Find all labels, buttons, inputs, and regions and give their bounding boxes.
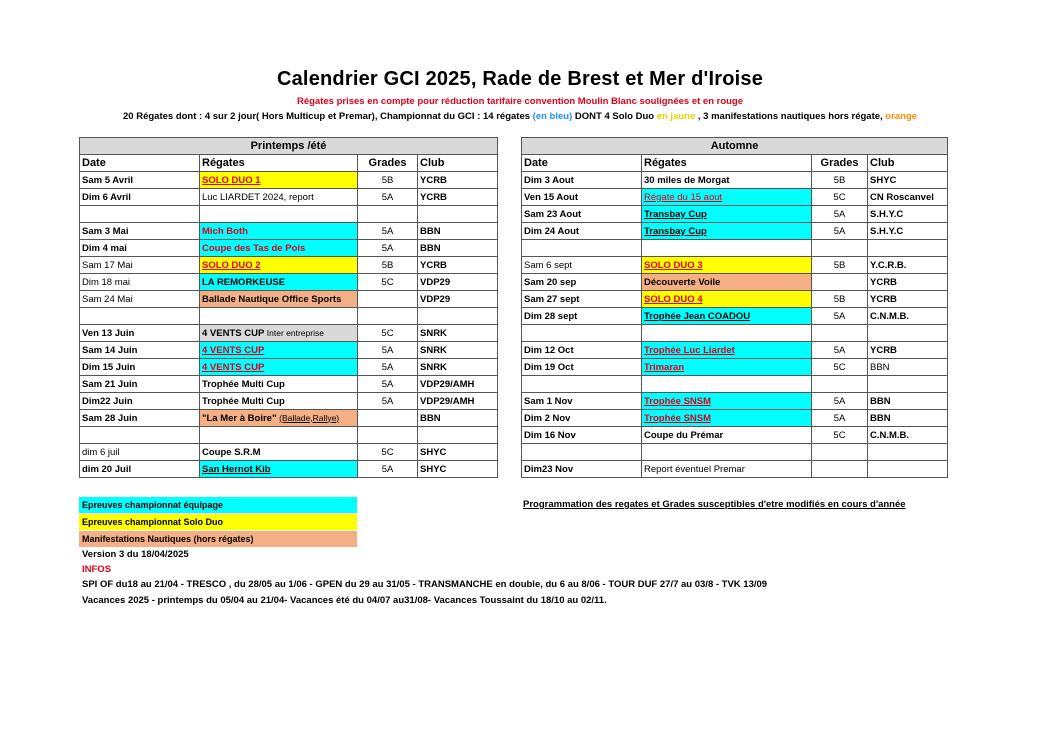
table-row bbox=[80, 427, 498, 444]
grade-cell: 5C bbox=[812, 427, 868, 444]
legend-equipage: Epreuves championnat équipage bbox=[79, 497, 357, 513]
date-cell: dim 20 Juil bbox=[80, 461, 200, 478]
club-cell: SNRK bbox=[418, 325, 498, 342]
date-cell: Sam 27 sept bbox=[522, 291, 642, 308]
regate-cell: Trophée Multi Cup bbox=[200, 393, 358, 410]
regate-cell[interactable]: Transbay Cup bbox=[642, 223, 812, 240]
grade-cell: 5A bbox=[358, 461, 418, 478]
club-cell: BBN bbox=[418, 240, 498, 257]
regate-cell: Ballade Nautique Office Sports bbox=[200, 291, 358, 308]
grade-cell bbox=[812, 240, 868, 257]
column-header: Date bbox=[522, 155, 642, 172]
grade-cell bbox=[812, 376, 868, 393]
spring-summer-table bbox=[79, 137, 498, 478]
grade-cell bbox=[358, 291, 418, 308]
column-header: Club bbox=[418, 155, 498, 172]
regate-cell bbox=[642, 376, 812, 393]
table-row bbox=[80, 291, 498, 308]
club-cell: CN Roscanvel bbox=[868, 189, 948, 206]
grade-cell bbox=[812, 325, 868, 342]
date-cell: Sam 5 Avril bbox=[80, 172, 200, 189]
date-cell: Sam 21 Juin bbox=[80, 376, 200, 393]
club-cell: S.H.Y.C bbox=[868, 206, 948, 223]
subtitle-part: 20 Régates dont : 4 sur 2 jour( Hors Multicup et Premar), Championnat du GCI : 14 régates bbox=[123, 111, 533, 122]
grade-cell: 5A bbox=[358, 376, 418, 393]
date-cell: Dim 24 Aout bbox=[522, 223, 642, 240]
subtitle-part: , 3 manifestations nautiques hors régate, bbox=[695, 111, 886, 122]
regate-cell[interactable]: Trophée Jean COADOU bbox=[642, 308, 812, 325]
date-cell: Dim 4 mai bbox=[80, 240, 200, 257]
grade-cell: 5C bbox=[358, 274, 418, 291]
regate-label: 4 VENTS CUP bbox=[202, 327, 267, 339]
table-row bbox=[522, 223, 948, 240]
table-row bbox=[522, 308, 948, 325]
table-row bbox=[80, 189, 498, 206]
column-header: Régates bbox=[642, 155, 812, 172]
regate-cell[interactable]: Trophée SNSM bbox=[642, 410, 812, 427]
table-row bbox=[522, 206, 948, 223]
regate-cell[interactable]: Trophée SNSM bbox=[642, 393, 812, 410]
regate-cell: Luc LIARDET 2024, report bbox=[200, 189, 358, 206]
club-cell: BBN bbox=[868, 359, 948, 376]
club-cell bbox=[418, 206, 498, 223]
grade-cell: 5A bbox=[812, 342, 868, 359]
legend-manifestations: Manifestations Nautiques (hors régates) bbox=[79, 531, 357, 547]
regate-cell: Mich Both bbox=[200, 223, 358, 240]
grade-cell: 5A bbox=[812, 410, 868, 427]
table-row bbox=[80, 376, 498, 393]
club-cell: SNRK bbox=[418, 342, 498, 359]
regate-cell bbox=[200, 325, 358, 342]
table-row bbox=[522, 240, 948, 257]
table-row bbox=[522, 291, 948, 308]
subtitle-summary bbox=[0, 111, 1040, 122]
regate-cell[interactable]: Transbay Cup bbox=[642, 206, 812, 223]
regate-label: "La Mer à Boire" bbox=[202, 412, 280, 424]
document-title: Calendrier GCI 2025, Rade de Brest et Mer d'Iroise bbox=[276, 68, 764, 90]
subtitle-orange: orange bbox=[885, 111, 917, 122]
date-cell: Sam 28 Juin bbox=[80, 410, 200, 427]
regate-cell: 30 miles de Morgat bbox=[642, 172, 812, 189]
table-row bbox=[80, 308, 498, 325]
regate-cell: Report éventuel Premar bbox=[642, 461, 812, 478]
grade-cell bbox=[358, 206, 418, 223]
date-cell: Sam 3 Mai bbox=[80, 223, 200, 240]
date-cell: Ven 13 Juin bbox=[80, 325, 200, 342]
club-cell: VDP29/AMH bbox=[418, 393, 498, 410]
table-row bbox=[522, 427, 948, 444]
table-row bbox=[522, 376, 948, 393]
table-row bbox=[522, 444, 948, 461]
table-row bbox=[522, 359, 948, 376]
regate-cell bbox=[200, 427, 358, 444]
date-cell: Dim 28 sept bbox=[522, 308, 642, 325]
table-row bbox=[80, 240, 498, 257]
grade-cell: 5A bbox=[812, 223, 868, 240]
table-row bbox=[522, 189, 948, 206]
table-row bbox=[80, 444, 498, 461]
grade-cell: 5C bbox=[812, 359, 868, 376]
date-cell: Dim23 Nov bbox=[522, 461, 642, 478]
table-row bbox=[80, 223, 498, 240]
infos-label: INFOS bbox=[82, 564, 112, 575]
regate-cell bbox=[200, 410, 358, 427]
club-cell bbox=[418, 427, 498, 444]
grade-cell bbox=[812, 444, 868, 461]
regate-cell[interactable]: 4 VENTS CUP bbox=[200, 359, 358, 376]
regate-cell[interactable]: Trophée Luc Liardet bbox=[642, 342, 812, 359]
table-row bbox=[80, 172, 498, 189]
grade-cell: 5B bbox=[812, 172, 868, 189]
table-row bbox=[522, 325, 948, 342]
column-header: Club bbox=[868, 155, 948, 172]
subtitle-blue: (en bleu) bbox=[532, 111, 573, 122]
date-cell: Sam 1 Nov bbox=[522, 393, 642, 410]
grade-cell: 5C bbox=[358, 444, 418, 461]
club-cell: BBN bbox=[868, 393, 948, 410]
grade-cell: 5A bbox=[812, 206, 868, 223]
table-row bbox=[80, 359, 498, 376]
club-cell: YCRB bbox=[418, 189, 498, 206]
regate-cell: Coupe des Tas de Pois bbox=[200, 240, 358, 257]
legend-solo-duo: Epreuves championnat Solo Duo bbox=[79, 514, 357, 530]
regate-cell[interactable]: Trimaran bbox=[642, 359, 812, 376]
grade-cell: 5A bbox=[358, 342, 418, 359]
date-cell: Dim 15 Juin bbox=[80, 359, 200, 376]
club-cell bbox=[868, 240, 948, 257]
regate-cell bbox=[642, 325, 812, 342]
date-cell bbox=[80, 427, 200, 444]
table-row bbox=[522, 172, 948, 189]
club-cell: VDP29/AMH bbox=[418, 376, 498, 393]
club-cell: YCRB bbox=[418, 257, 498, 274]
club-cell: YCRB bbox=[418, 172, 498, 189]
table-row bbox=[80, 461, 498, 478]
table-row bbox=[80, 325, 498, 342]
date-cell: Dim 2 Nov bbox=[522, 410, 642, 427]
regate-cell bbox=[642, 444, 812, 461]
table-row bbox=[80, 257, 498, 274]
season-header: Automne bbox=[522, 138, 948, 155]
table-row bbox=[80, 206, 498, 223]
version-text: Version 3 du 18/04/2025 bbox=[82, 549, 189, 560]
club-cell: VDP29 bbox=[418, 274, 498, 291]
regate-cell[interactable]: 4 VENTS CUP bbox=[200, 342, 358, 359]
date-cell: Sam 24 Mai bbox=[80, 291, 200, 308]
regate-cell: Coupe S.R.M bbox=[200, 444, 358, 461]
season-header: Printemps /été bbox=[80, 138, 498, 155]
date-cell: dim 6 juil bbox=[80, 444, 200, 461]
club-cell: C.N.M.B. bbox=[868, 308, 948, 325]
regate-cell: LA REMORKEUSE bbox=[200, 274, 358, 291]
grade-cell: 5A bbox=[358, 223, 418, 240]
date-cell: Sam 23 Aout bbox=[522, 206, 642, 223]
subtitle-part: DONT 4 Solo Duo bbox=[572, 111, 657, 122]
programmation-note: Programmation des regates et Grades susceptibles d'etre modifiés en cours d'année bbox=[523, 499, 906, 510]
date-cell: Sam 6 sept bbox=[522, 257, 642, 274]
grade-cell: 5C bbox=[812, 189, 868, 206]
subtitle-yellow: en jaune bbox=[656, 111, 696, 122]
club-cell: SHYC bbox=[418, 444, 498, 461]
club-cell: S.H.Y.C bbox=[868, 223, 948, 240]
club-cell: SHYC bbox=[868, 172, 948, 189]
table-row bbox=[80, 274, 498, 291]
regate-cell: Découverte Voile bbox=[642, 274, 812, 291]
regate-cell[interactable]: SOLO DUO 4 bbox=[642, 291, 812, 308]
date-cell: Dim 6 Avril bbox=[80, 189, 200, 206]
date-cell bbox=[80, 206, 200, 223]
table-row bbox=[522, 274, 948, 291]
table-row bbox=[522, 461, 948, 478]
grade-cell bbox=[358, 308, 418, 325]
date-cell bbox=[522, 240, 642, 257]
grade-cell: 5B bbox=[358, 172, 418, 189]
club-cell: SNRK bbox=[418, 359, 498, 376]
column-header: Régates bbox=[200, 155, 358, 172]
table-row bbox=[522, 410, 948, 427]
subtitle-red: Régates prises en compte pour réduction tarifaire convention Moulin Blanc soulignées et en rouge bbox=[296, 96, 744, 107]
club-cell: YCRB bbox=[868, 291, 948, 308]
grade-cell: 5A bbox=[812, 308, 868, 325]
regate-cell[interactable]: San Hernot Kib bbox=[200, 461, 358, 478]
grade-cell: 5A bbox=[358, 359, 418, 376]
date-cell bbox=[522, 376, 642, 393]
column-header: Date bbox=[80, 155, 200, 172]
date-cell: Ven 15 Aout bbox=[522, 189, 642, 206]
regate-note: (Ballade,Rallye) bbox=[279, 412, 340, 423]
date-cell: Dim 16 Nov bbox=[522, 427, 642, 444]
club-cell bbox=[418, 308, 498, 325]
regate-cell[interactable]: SOLO DUO 1 bbox=[200, 172, 358, 189]
club-cell: YCRB bbox=[868, 342, 948, 359]
date-cell bbox=[522, 325, 642, 342]
grade-cell: 5A bbox=[358, 189, 418, 206]
grade-cell bbox=[812, 274, 868, 291]
grade-cell: 5A bbox=[812, 393, 868, 410]
regate-note: Inter entreprise bbox=[266, 327, 324, 338]
club-cell: BBN bbox=[868, 410, 948, 427]
column-header: Grades bbox=[812, 155, 868, 172]
date-cell: Dim 3 Aout bbox=[522, 172, 642, 189]
club-cell: Y.C.R.B. bbox=[868, 257, 948, 274]
table-row bbox=[522, 257, 948, 274]
date-cell: Dim22 Juin bbox=[80, 393, 200, 410]
club-cell: VDP29 bbox=[418, 291, 498, 308]
regate-cell bbox=[200, 308, 358, 325]
table-row bbox=[80, 342, 498, 359]
infos-line: SPI OF du18 au 21/04 - TRESCO , du 28/05 au 1/06 - GPEN du 29 au 31/05 - TRANSMANCHE en double, du 6 au 8/06 - TOUR DUF 27/7 au 03/8 - TVK 13/09 bbox=[82, 579, 768, 590]
date-cell: Sam 17 Mai bbox=[80, 257, 200, 274]
vacances-line: Vacances 2025 - printemps du 05/04 au 21/04- Vacances été du 04/07 au31/08- Vacances Toussaint du 18/10 au 02/11. bbox=[82, 595, 607, 606]
grade-cell: 5A bbox=[358, 240, 418, 257]
date-cell bbox=[80, 308, 200, 325]
date-cell bbox=[522, 444, 642, 461]
grade-cell bbox=[358, 410, 418, 427]
grade-cell: 5B bbox=[358, 257, 418, 274]
grade-cell bbox=[358, 427, 418, 444]
date-cell: Sam 14 Juin bbox=[80, 342, 200, 359]
club-cell: SHYC bbox=[418, 461, 498, 478]
grade-cell: 5B bbox=[812, 257, 868, 274]
autumn-table bbox=[521, 137, 948, 478]
date-cell: Sam 20 sep bbox=[522, 274, 642, 291]
date-cell: Dim 19 Oct bbox=[522, 359, 642, 376]
table-row bbox=[522, 393, 948, 410]
grade-cell: 5B bbox=[812, 291, 868, 308]
regate-cell: Trophée Multi Cup bbox=[200, 376, 358, 393]
table-row bbox=[80, 410, 498, 427]
club-cell: YCRB bbox=[868, 274, 948, 291]
table-row bbox=[80, 393, 498, 410]
regate-cell bbox=[200, 206, 358, 223]
date-cell: Dim 18 mai bbox=[80, 274, 200, 291]
grade-cell bbox=[812, 461, 868, 478]
club-cell bbox=[868, 461, 948, 478]
club-cell bbox=[868, 376, 948, 393]
club-cell bbox=[868, 325, 948, 342]
column-header: Grades bbox=[358, 155, 418, 172]
grade-cell: 5C bbox=[358, 325, 418, 342]
club-cell: C.N.M.B. bbox=[868, 427, 948, 444]
club-cell: BBN bbox=[418, 223, 498, 240]
regate-cell[interactable]: SOLO DUO 2 bbox=[200, 257, 358, 274]
regate-cell bbox=[642, 240, 812, 257]
regate-cell: Coupe du Prémar bbox=[642, 427, 812, 444]
table-row bbox=[522, 342, 948, 359]
date-cell: Dim 12 Oct bbox=[522, 342, 642, 359]
club-cell: BBN bbox=[418, 410, 498, 427]
regate-cell[interactable]: Régate du 15 aout bbox=[642, 189, 812, 206]
grade-cell: 5A bbox=[358, 393, 418, 410]
club-cell bbox=[868, 444, 948, 461]
regate-cell[interactable]: SOLO DUO 3 bbox=[642, 257, 812, 274]
